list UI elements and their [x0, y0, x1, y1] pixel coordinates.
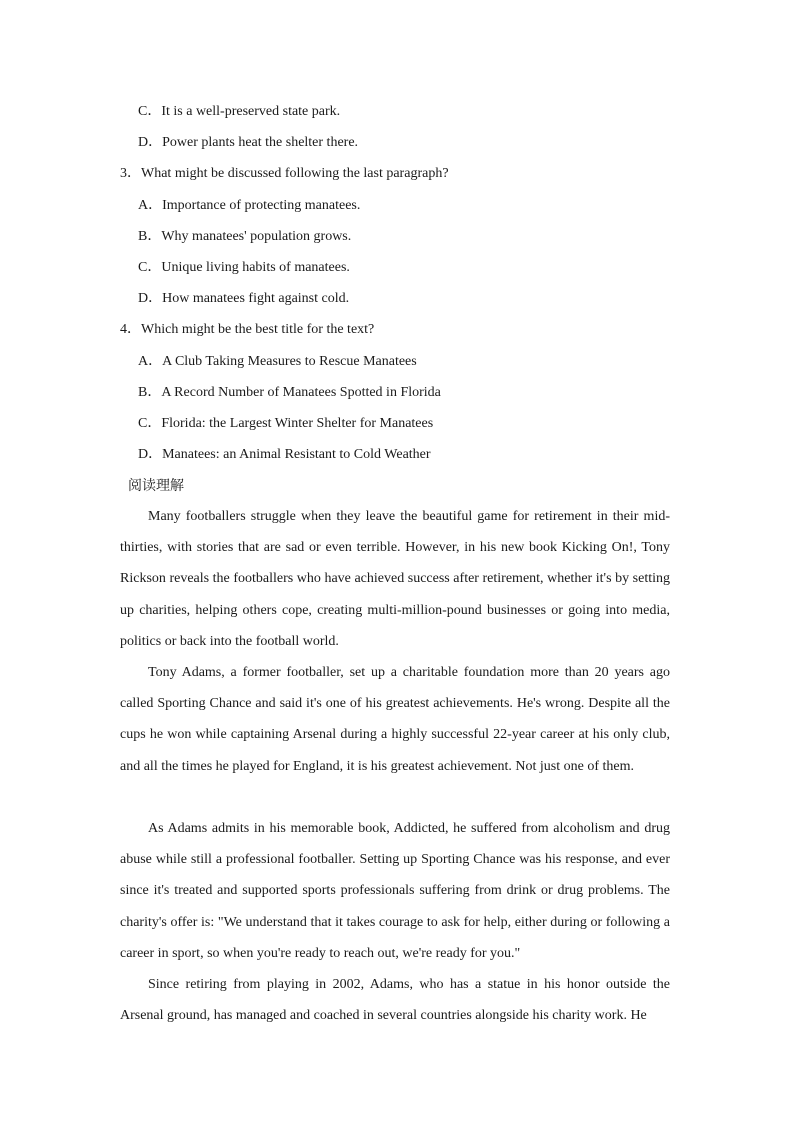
option-2d: D．Power plants heat the shelter there.: [138, 135, 359, 150]
passage-paragraph-3: As Adams admits in his memorable book, Addicted, he suffered from alcoholism and drug abuse while still a professional footballer. Setting up Sporting Chance was his response, and ever since it's treated and supported sports professionals suffering from drink or drug problems. The charity's offer is: "We understand that it takes courage to ask for help, either during or following a career in sport, so when you're ready to reach out, we're ready for you.": [120, 821, 670, 961]
passage-paragraph-4: Since retiring from playing in 2002, Adams, who has a statue in his honor outside the Arsenal ground, has managed and coached in several countries alongside his charity work. He: [120, 977, 670, 1024]
option-2c: C．It is a well-preserved state park.: [138, 104, 341, 119]
question-3-stem: 3．What might be discussed following the last paragraph?: [120, 166, 449, 181]
option-4a: A．A Club Taking Measures to Rescue Manatees: [138, 354, 417, 369]
option-4c: C．Florida: the Largest Winter Shelter for Manatees: [138, 416, 434, 431]
option-4d: D．Manatees: an Animal Resistant to Cold Weather: [138, 447, 431, 462]
option-3b: B．Why manatees' population grows.: [138, 229, 352, 244]
section-heading: 阅读理解: [128, 478, 184, 494]
question-4-stem: 4．Which might be the best title for the text?: [120, 322, 375, 337]
option-4b: B．A Record Number of Manatees Spotted in Florida: [138, 385, 441, 400]
option-3d: D．How manatees fight against cold.: [138, 291, 350, 306]
passage-paragraph-2: Tony Adams, a former footballer, set up a charitable foundation more than 20 years ago called Sporting Chance and said it's one of his greatest achievements. He's wrong. Despite all the cups he won while captaining Arsenal during a highly successful 22-year career at his only club, and all the times he played for England, it is his greatest achievement. Not just one of them.: [120, 665, 670, 774]
option-3c: C．Unique living habits of manatees.: [138, 260, 350, 275]
option-3a: A．Importance of protecting manatees.: [138, 198, 361, 213]
passage-paragraph-1: Many footballers struggle when they leave the beautiful game for retirement in their mid-thirties, with stories that are sad or even terrible. However, in his new book Kicking On!, Tony Rickson reveals the footballers who have achieved success after retirement, whether it's by setting up charities, helping others cope, creating multi-million-pound businesses or going into media, politics or back into the football world.: [120, 509, 670, 649]
